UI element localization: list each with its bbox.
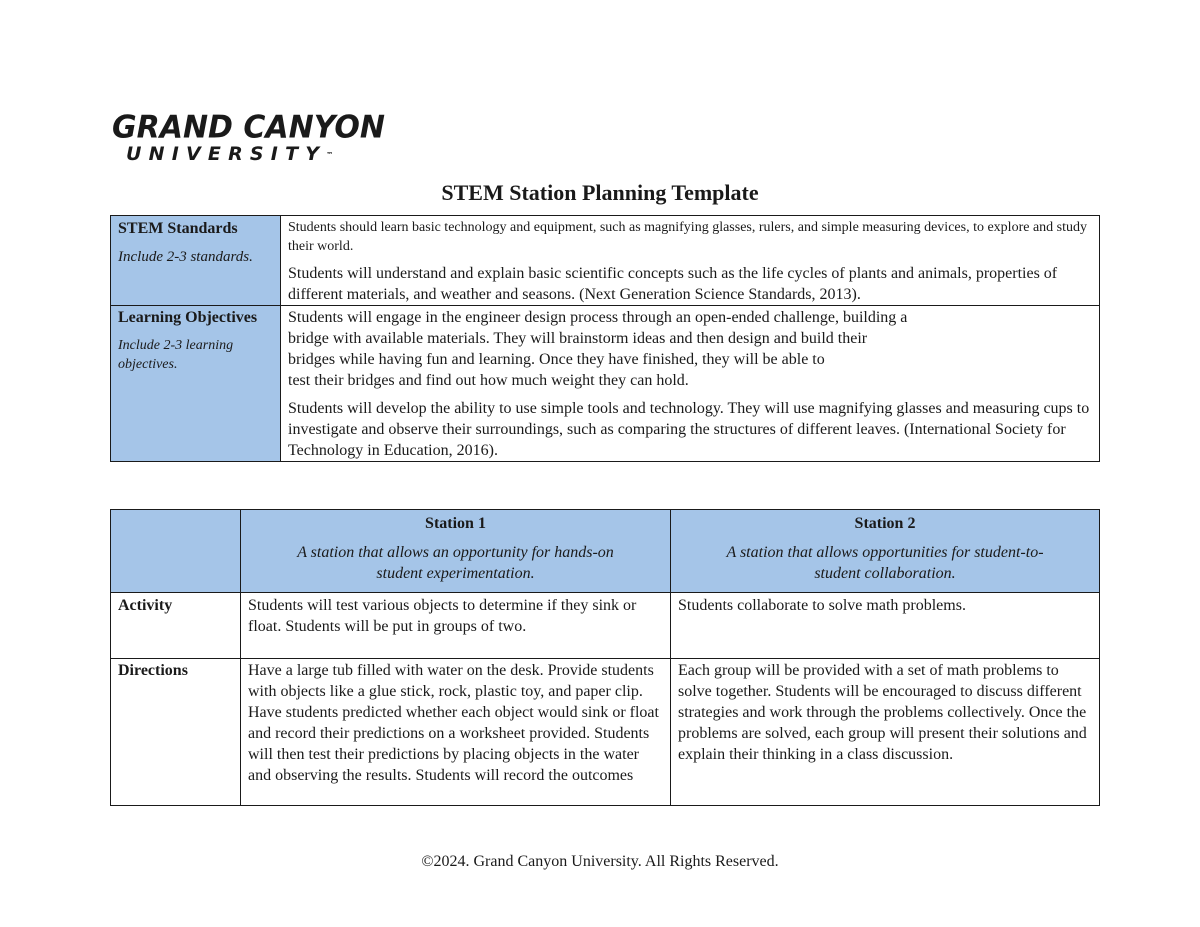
- logo-line-grand-canyon: GRAND CANYON: [112, 108, 386, 146]
- directions-row: [111, 659, 1100, 806]
- standards-row: [111, 216, 1100, 306]
- station1-title: Station 1: [425, 515, 486, 532]
- trademark-symbol: ™: [326, 151, 334, 159]
- standards-header-cell: [111, 216, 281, 306]
- directions-station2-cell: [671, 659, 1100, 806]
- station2-header-cell: [671, 510, 1100, 593]
- objectives-p1-line-1: Students will engage in the engineer design process through an open-ended challenge, building a: [288, 309, 908, 326]
- standards-paragraph-2: Students will understand and explain basic scientific concepts such as the life cycles of plants and animals, properties of different materials, and weather and seasons. (Next Generation Science Standards, 2013).: [288, 265, 1058, 303]
- directions-station1-cell: [241, 659, 671, 806]
- objectives-p1-line-2: bridge with available materials. They will brainstorm ideas and then design and build their: [288, 330, 868, 347]
- standards-label: STEM Standards: [118, 220, 238, 237]
- objectives-paragraph-1: [288, 307, 1092, 391]
- objectives-note: Include 2-3 learning objectives.: [118, 338, 234, 372]
- station2-title: Station 2: [854, 515, 916, 532]
- directions-label: Directions: [111, 659, 241, 806]
- activity-station1-cell: Students will test various objects to determine if they sink or float. Students will be put in groups of two.: [241, 593, 671, 659]
- objectives-content-cell: [281, 306, 1100, 462]
- station2-description: A station that allows opportunities for student-to-student collaboration.: [726, 544, 1044, 582]
- standards-paragraph-1: Students should learn basic technology and equipment, such as magnifying glasses, rulers, and simple measuring devices, to explore and study their world.: [288, 220, 1087, 254]
- station1-header-cell: [241, 510, 671, 593]
- directions-station2-text: Each group will be provided with a set of math problems to solve together. Students will be encouraged to discuss different strategies and work through the problems collectively. Once the problems are solved, each group will present their solutions and explain their thinking in a class discussion.: [678, 662, 1087, 763]
- stations-corner-cell: [111, 510, 241, 593]
- directions-station1-text: Have a large tub filled with water on the desk. Provide students with objects like a glue stick, rock, plastic toy, and paper clip. Have students predicted whether each object would sink or float and record their predictions on a worksheet provided. Students will then test their predictions by placing objects in the water and observing the results. Students will record the outcomes: [248, 662, 659, 784]
- document-title: STEM Station Planning Template: [441, 180, 759, 205]
- objectives-header-cell: [111, 306, 281, 462]
- activity-station2-cell: Students collaborate to solve math problems.: [671, 593, 1100, 659]
- objectives-row: [111, 306, 1100, 462]
- activity-label: Activity: [111, 593, 241, 659]
- gcu-logo: [112, 108, 386, 168]
- stations-header-row: [111, 510, 1100, 593]
- standards-objectives-table: [110, 215, 1100, 462]
- standards-content-cell: [281, 216, 1100, 306]
- objectives-label: Learning Objectives: [118, 309, 258, 326]
- logo-university-text: UNIVERSITY: [126, 143, 327, 165]
- station1-description: A station that allows an opportunity for hands-on student experimentation.: [297, 544, 614, 582]
- activity-row: [111, 593, 1100, 659]
- objectives-paragraph-2: Students will develop the ability to use simple tools and technology. They will use magnifying glasses and measuring cups to investigate and observe their surroundings, such as comparing the structures of different leaves. (International Society for Technology in Education, 2016).: [288, 400, 1090, 459]
- standards-note: Include 2-3 standards.: [118, 249, 253, 265]
- copyright-footer: ©2024. Grand Canyon University. All Rights Reserved.: [421, 853, 779, 870]
- stations-table: [110, 509, 1100, 806]
- objectives-p1-line-3: bridges while having fun and learning. Once they have finished, they will be able to: [288, 351, 825, 368]
- objectives-p1-line-4: test their bridges and find out how much weight they can hold.: [288, 372, 689, 389]
- logo-line-university: [126, 144, 372, 164]
